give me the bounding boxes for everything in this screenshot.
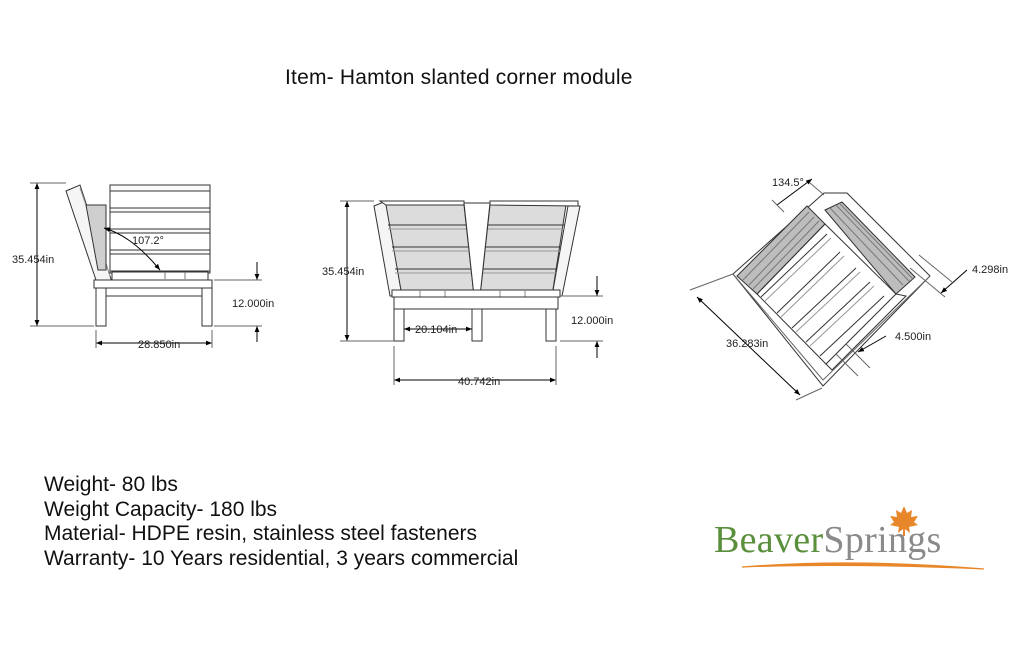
brand-name	[714, 518, 942, 562]
spec-list	[44, 473, 518, 571]
top-view	[733, 193, 930, 386]
spec-weight-capacity: Weight Capacity- 180 lbs	[44, 497, 278, 521]
top-arm-width-label: 4.298in	[972, 264, 1009, 276]
brand-logo	[712, 500, 987, 575]
top-slat-width-label: 4.500in	[895, 331, 932, 343]
spec-weight: Weight- 80 lbs	[44, 473, 178, 496]
spec-material: Material- HDPE resin, stainless steel fasteners	[44, 522, 477, 545]
page-title: Item- Hamton slanted corner module	[285, 66, 633, 89]
front-width-label: 40.742in	[458, 376, 501, 388]
spec-warranty: Warranty- 10 Years residential, 3 years commercial	[44, 546, 519, 570]
logo-swoosh	[742, 563, 984, 569]
side-seat-height-label: 12.000in	[232, 298, 275, 310]
front-inner-width-label: 20.104in	[415, 324, 458, 336]
brand-name-springs: Springs	[823, 519, 942, 561]
front-height-label: 35.454in	[322, 266, 365, 278]
top-side-length-label: 36.283in	[726, 338, 769, 350]
front-seat-height-label: 12.000in	[571, 315, 614, 327]
brand-name-beaver: Beaver	[714, 519, 824, 561]
side-depth-label: 28.850in	[138, 339, 181, 351]
front-view	[374, 201, 580, 341]
side-angle-label: 107.2°	[132, 235, 164, 247]
top-angle-label: 134.5°	[772, 177, 804, 189]
side-height-label: 35.454in	[12, 254, 55, 266]
side-view	[66, 185, 212, 326]
